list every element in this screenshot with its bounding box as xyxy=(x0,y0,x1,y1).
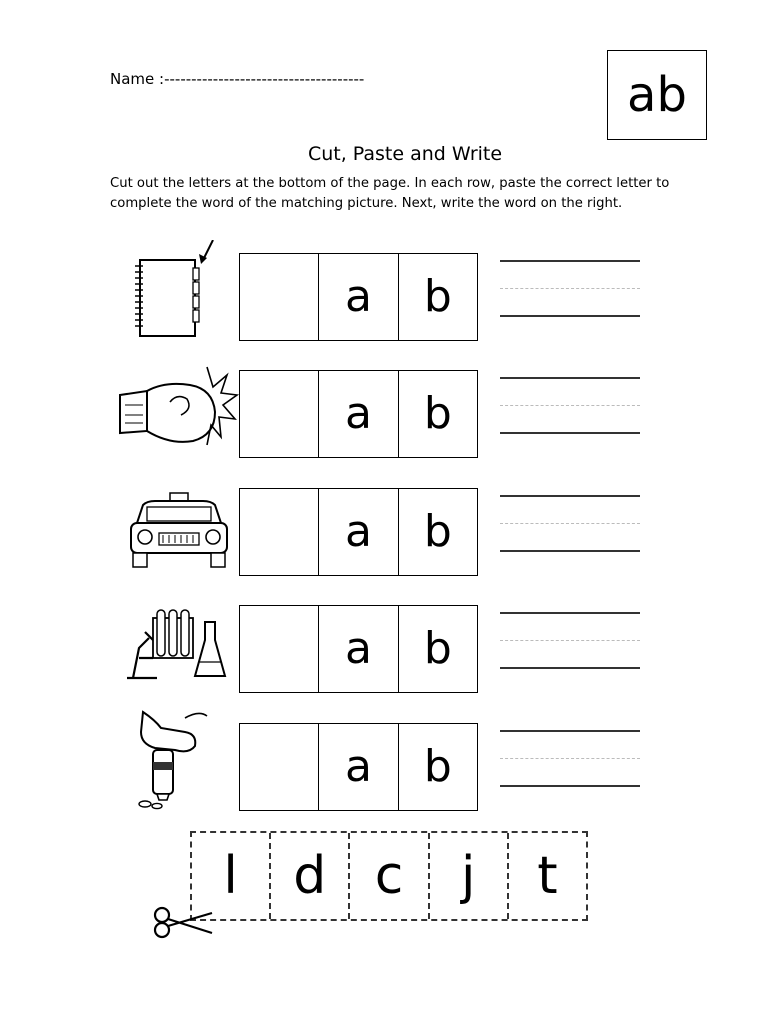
writing-lines[interactable] xyxy=(500,250,640,310)
name-field-label: Name :------------------------------------- xyxy=(110,70,365,88)
scissors-icon xyxy=(150,905,216,939)
letter-box: b xyxy=(398,371,477,457)
word-row-3 xyxy=(0,475,768,575)
letter-boxes xyxy=(239,723,478,811)
boxing-glove-icon xyxy=(115,357,240,457)
hand-dabbing-marker-icon xyxy=(115,710,240,810)
word-row-4 xyxy=(0,592,768,692)
cutout-letter[interactable]: t xyxy=(507,833,586,919)
blank-letter-box[interactable] xyxy=(240,254,318,340)
writing-lines[interactable] xyxy=(500,367,640,427)
taxi-cab-icon xyxy=(115,475,240,575)
blank-letter-box[interactable] xyxy=(240,489,318,575)
word-row-1 xyxy=(0,240,768,340)
writing-lines[interactable] xyxy=(500,720,640,780)
blank-letter-box[interactable] xyxy=(240,371,318,457)
cutout-letter[interactable]: j xyxy=(428,833,507,919)
writing-lines[interactable] xyxy=(500,485,640,545)
instructions: Cut out the letters at the bottom of the page. In each row, paste the correct letter to complete the word of the matching picture. Next, write the word on the right. xyxy=(110,176,670,211)
letter-box: b xyxy=(398,489,477,575)
notebook-icon xyxy=(115,240,240,340)
writing-lines[interactable] xyxy=(500,602,640,662)
letter-boxes xyxy=(239,370,478,458)
letter-box: a xyxy=(318,254,397,340)
letter-box: a xyxy=(318,371,397,457)
cutout-letters xyxy=(190,831,588,921)
cutout-letter[interactable]: l xyxy=(223,846,238,906)
letter-box: a xyxy=(318,606,397,692)
letter-box: a xyxy=(318,489,397,575)
cutout-letter[interactable]: d xyxy=(269,833,348,919)
letter-box: a xyxy=(318,724,397,810)
letter-box: b xyxy=(398,724,477,810)
page-title: Cut, Paste and Write xyxy=(307,143,503,165)
lab-equipment-icon xyxy=(115,592,240,692)
letter-boxes xyxy=(239,253,478,341)
cutout-letter[interactable]: c xyxy=(348,833,427,919)
letter-boxes xyxy=(239,488,478,576)
blank-letter-box[interactable] xyxy=(240,724,318,810)
word-row-5 xyxy=(0,710,768,810)
letter-box: b xyxy=(398,254,477,340)
letter-box: b xyxy=(398,606,477,692)
blank-letter-box[interactable] xyxy=(240,606,318,692)
letter-boxes xyxy=(239,605,478,693)
word-row-2 xyxy=(0,357,768,457)
phonics-badge: ab xyxy=(607,50,707,140)
